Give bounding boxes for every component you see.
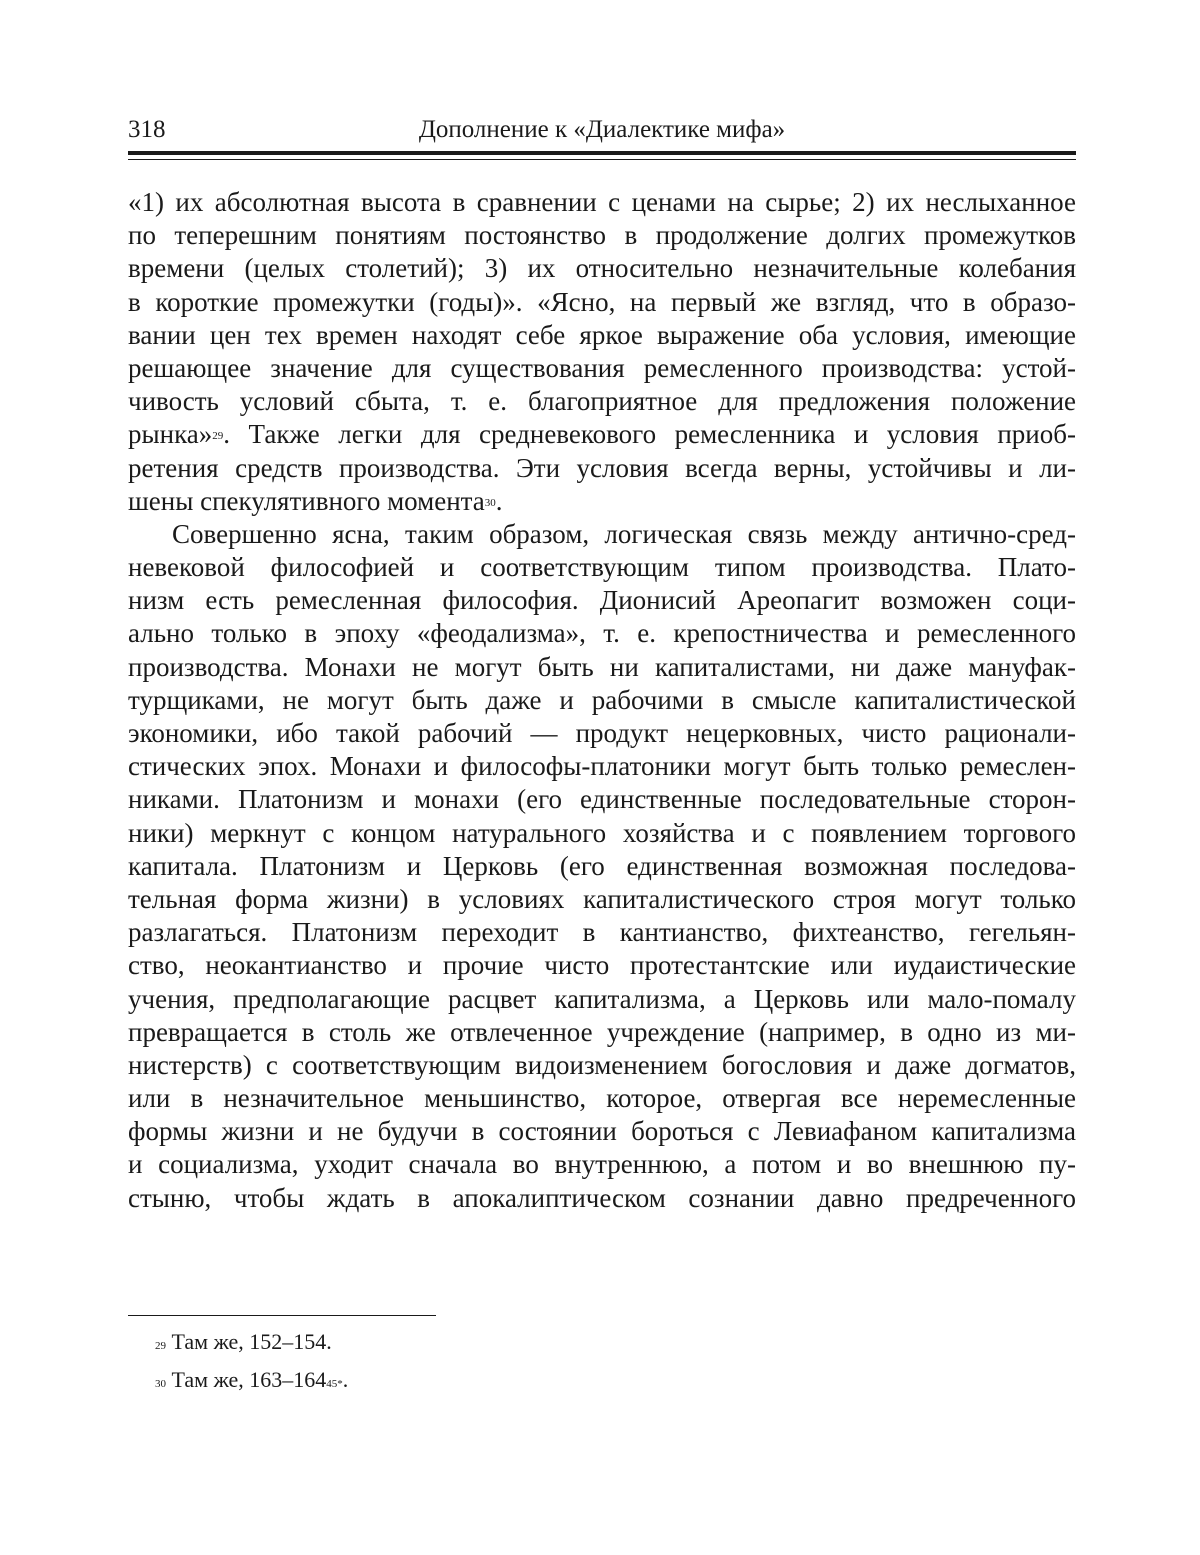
text-fragment: .	[495, 485, 503, 516]
text-line: разлагаться. Платонизм переходит в кантианство, фихтеанство, гегельян-	[128, 917, 1076, 948]
footnote-ref-29[interactable]: 29	[212, 430, 224, 443]
text-line: нистерств) с соответствующим видоизменением богословия и даже догматов,	[128, 1049, 1076, 1080]
text-line: по теперешним понятиям постоянство в продолжение долгих промежутков	[128, 220, 1076, 251]
text-line: учения, предполагающие расцвет капитализма, а Церковь или мало-помалу	[128, 983, 1076, 1014]
text-line: невековой философией и соответствующим типом производства. Плато-	[128, 552, 1076, 583]
footnote-ref-30[interactable]: 30	[484, 496, 496, 509]
text-line: стических эпох. Монахи и философы-платоники могут быть только ремеслен-	[128, 751, 1076, 782]
text-fragment: . Также легки для средневекового ремесленника и условия приоб-	[223, 419, 1076, 450]
footnote-text: Там же, 152–154.	[171, 1329, 332, 1354]
footnote-30	[155, 1363, 348, 1401]
text-line: «1) их абсолютная высота в сравнении с ценами на сырье; 2) их неслыханное	[128, 187, 1076, 217]
text-line: никами. Платонизм и монахи (его единственные последовательные сторон-	[128, 784, 1076, 815]
text-line: турщиками, не могут быть даже и рабочими в смысле капиталистической	[128, 684, 1076, 715]
text-line: экономики, ибо такой рабочий — продукт нецерковных, чисто рационали-	[128, 718, 1076, 748]
text-line: тельная форма жизни) в условиях капиталистического строя могут только	[128, 883, 1076, 914]
text-line: вании цен тех времен находят себе яркое выражение оба условия, имеющие	[128, 319, 1076, 350]
text-fragment: рынка»	[128, 419, 213, 450]
text-line: в короткие промежутки (годы)». «Ясно, на первый же взгляд, что в образо-	[128, 286, 1076, 317]
text-line: низм есть ремесленная философия. Дионисий Ареопагит возможен соци-	[128, 585, 1076, 616]
text-line: ство, неокантианство и прочие чисто протестантские или иудаистические	[128, 950, 1076, 981]
running-header	[128, 112, 1076, 152]
text-line: ники) меркнут с концом натурального хозяйства и с появлением торгового	[128, 817, 1076, 848]
text-line: и социализма, уходит сначала во внутреннюю, а потом и во внешнюю пу-	[128, 1149, 1076, 1180]
text-line: капитала. Платонизм и Церковь (его единственная возможная последова-	[128, 850, 1076, 881]
text-line: производства. Монахи не могут быть ни капиталистами, ни даже мануфак-	[128, 651, 1076, 682]
endnote-mark[interactable]: 45*	[326, 1378, 343, 1390]
text-line: формы жизни и не будучи в состоянии бороться с Левиафаном капитализма	[128, 1116, 1076, 1147]
text-line: стыню, чтобы ждать в апокалиптическом сознании давно предреченного	[128, 1182, 1076, 1213]
text-line: превращается в столь же отвлеченное учреждение (например, в одно из ми-	[128, 1016, 1076, 1047]
main-text	[128, 186, 1076, 1215]
running-title: Дополнение к «Диалектике мифа»	[418, 116, 786, 143]
text-line: времени (целых столетий); 3) их относительно незначительные колебания	[128, 253, 1076, 284]
text-line: чивость условий сбыта, т. е. благоприятное для предложения положение	[128, 386, 1076, 417]
header-rule-thick	[128, 151, 1076, 155]
footnote-mark: 29	[155, 1340, 166, 1352]
text-line	[128, 418, 1076, 451]
footnote-tail: .	[342, 1367, 349, 1392]
footnote-29	[155, 1325, 348, 1363]
text-line: ретения средств производства. Эти условия всегда верны, устойчивы и ли-	[128, 452, 1076, 483]
header-rule-thin	[128, 159, 1076, 160]
paragraph-first-line: Совершенно ясна, таким образом, логическая связь между антично-сред-	[172, 518, 1076, 549]
text-line: ально только в эпоху «феодализма», т. е. крепостничества и ремесленного	[128, 618, 1076, 649]
footnote-mark: 30	[155, 1378, 166, 1390]
footnotes	[155, 1325, 348, 1401]
footnote-text: Там же, 163–164	[171, 1367, 327, 1392]
footnote-separator	[128, 1315, 436, 1316]
text-line	[128, 485, 1076, 518]
text-fragment: шены спекулятивного момента	[128, 485, 485, 516]
text-line: или в незначительное меньшинство, которое, отвергая все неремесленные	[128, 1083, 1076, 1114]
text-line: решающее значение для существования ремесленного производства: устой-	[128, 352, 1076, 383]
page-number: 318	[128, 116, 166, 143]
